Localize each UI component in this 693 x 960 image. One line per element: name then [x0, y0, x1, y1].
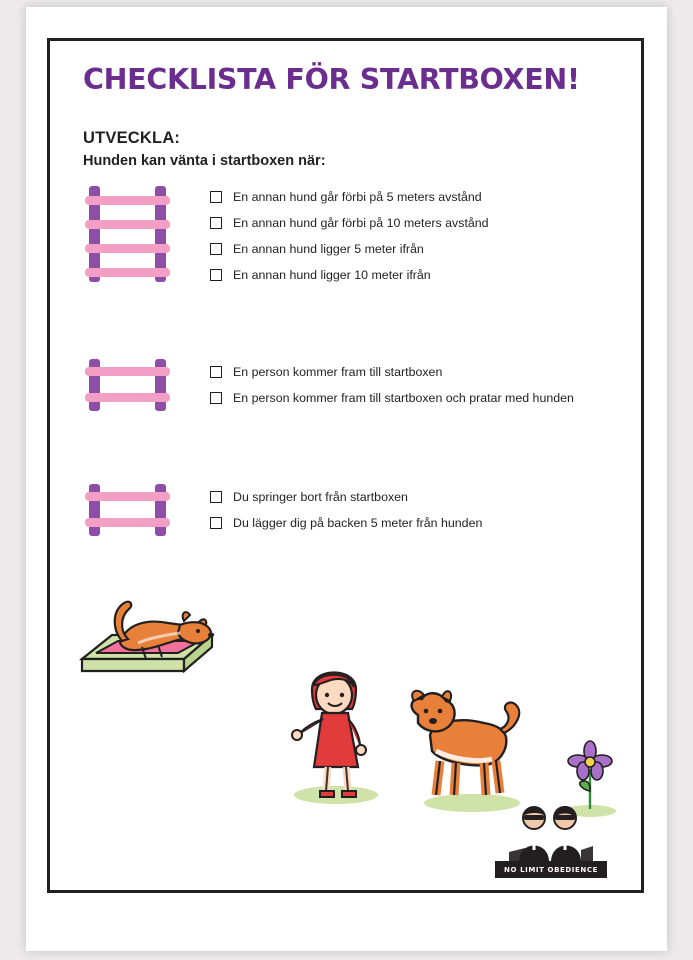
list-item-label: En annan hund går förbi på 10 meters avstånd: [233, 216, 489, 230]
hurdle-icon: [83, 484, 179, 540]
hurdle-icon: [83, 186, 179, 286]
list-item[interactable]: [210, 210, 489, 236]
section-heading: UTVECKLA:: [83, 129, 181, 147]
dog-on-bed-illustration: [72, 581, 232, 701]
checklist-items: [210, 184, 489, 288]
list-item-label: En person kommer fram till startboxen: [233, 365, 443, 379]
list-item-label: En annan hund går förbi på 5 meters avstånd: [233, 190, 482, 204]
section-subheading: Hunden kan vänta i startboxen när:: [83, 153, 326, 169]
checkbox[interactable]: [210, 217, 222, 229]
brand-logo: [489, 800, 613, 878]
checkbox[interactable]: [210, 366, 222, 378]
list-item-label: En person kommer fram till startboxen och pratar med hunden: [233, 391, 574, 405]
checkbox[interactable]: [210, 491, 222, 503]
list-item-label: Du lägger dig på backen 5 meter från hunden: [233, 516, 483, 530]
checkbox[interactable]: [210, 191, 222, 203]
list-item-label: En annan hund ligger 5 meter ifrån: [233, 242, 424, 256]
logo-people-icon: [489, 800, 613, 866]
list-item[interactable]: [210, 262, 489, 288]
checkbox[interactable]: [210, 392, 222, 404]
standing-dog-illustration: [400, 677, 540, 817]
list-item[interactable]: [210, 484, 482, 510]
checklist-sheet: [47, 38, 644, 893]
list-item[interactable]: [210, 385, 574, 411]
checklist-items: [210, 484, 482, 536]
girl-illustration: [278, 649, 388, 809]
checklist-items: [210, 359, 574, 411]
list-item[interactable]: [210, 184, 489, 210]
list-item-label: Du springer bort från startboxen: [233, 490, 408, 504]
list-item[interactable]: [210, 510, 482, 536]
hurdle-icon: [83, 359, 179, 415]
list-item-label: En annan hund ligger 10 meter ifrån: [233, 268, 431, 282]
page-title: CHECKLISTA FÖR STARTBOXEN!: [83, 63, 580, 96]
list-item[interactable]: [210, 359, 574, 385]
checkbox[interactable]: [210, 243, 222, 255]
checkbox[interactable]: [210, 269, 222, 281]
checkbox[interactable]: [210, 517, 222, 529]
list-item[interactable]: [210, 236, 489, 262]
logo-banner: [495, 861, 607, 878]
logo-text: NO LIMIT OBEDIENCE: [504, 865, 598, 874]
